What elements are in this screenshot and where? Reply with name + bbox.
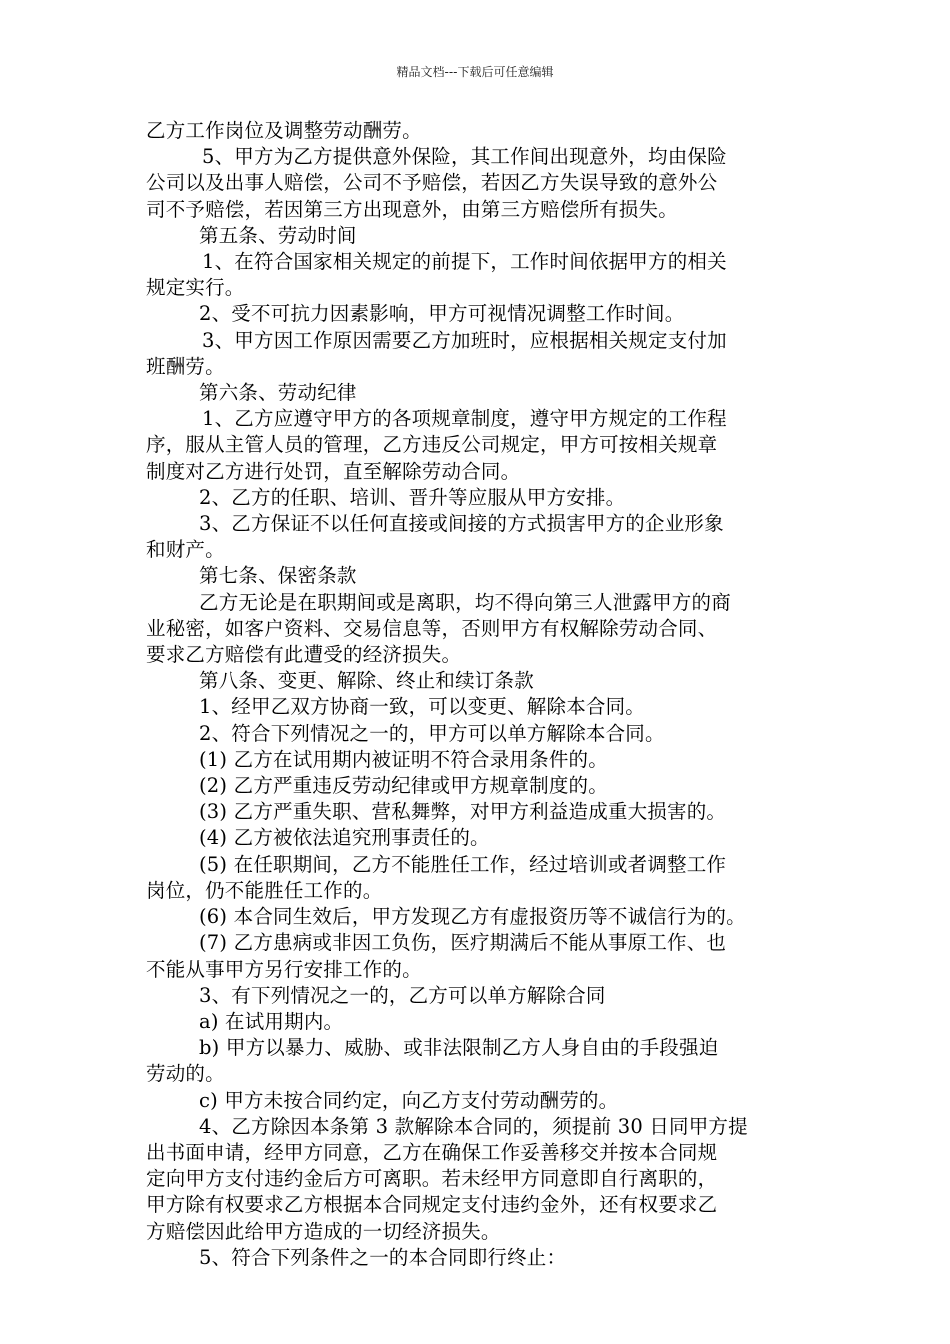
text-line: (5) 在任职期间，乙方不能胜任工作，经过培训或者调整工作 (199, 852, 727, 876)
text-line: (6) 本合同生效后，甲方发现乙方有虚报资历等不诚信行为的。 (199, 905, 746, 929)
text-line: 司不予赔偿，若因第三方出现意外，由第三方赔偿所有损失。 (146, 197, 678, 221)
text-line: 岗位，仍不能胜任工作的。 (146, 878, 383, 902)
text-line: (1) 乙方在试用期内被证明不符合录用条件的。 (199, 747, 608, 771)
text-line: 1、在符合国家相关规定的前提下，工作时间依据甲方的相关 (202, 250, 727, 274)
text-line: c) 甲方未按合同约定，向乙方支付劳动酬劳的。 (199, 1088, 619, 1112)
document-body (146, 118, 812, 1271)
text-line: 乙方工作岗位及调整劳动酬劳。 (146, 119, 422, 142)
text-line: 第六条、劳动纪律 (199, 381, 357, 405)
text-line: (3) 乙方严重失职、营私舞弊，对甲方利益造成重大损害的。 (199, 800, 727, 824)
text-line: b) 甲方以暴力、威胁、或非法限制乙方人身自由的手段强迫 (199, 1036, 719, 1060)
text-line: 3、乙方保证不以任何直接或间接的方式损害甲方的企业形象 (199, 512, 724, 536)
text-line: 1、乙方应遵守甲方的各项规章制度，遵守甲方规定的工作程 (202, 407, 727, 431)
text-line: 劳动的。 (146, 1062, 225, 1086)
text-line: 要求乙方赔偿有此遭受的经济损失。 (146, 643, 462, 667)
text-line: 出书面申请，经甲方同意，乙方在确保工作妥善移交并按本合同规 (146, 1140, 718, 1164)
text-line: 4、乙方除因本条第 3 款解除本合同的，须提前 30 日同甲方提 (199, 1114, 748, 1138)
text-line: 定向甲方支付违约金后方可离职。若未经甲方同意即自行离职的， (146, 1167, 718, 1191)
text-line: 3、有下列情况之一的，乙方可以单方解除合同 (199, 983, 606, 1007)
text-line: 乙方无论是在职期间或是离职，均不得向第三人泄露甲方的商 (199, 590, 731, 614)
text-line: 2、受不可抗力因素影响，甲方可视情况调整工作时间。 (199, 302, 685, 326)
text-line: (7) 乙方患病或非因工负伤，医疗期满后不能从事原工作、也 (199, 931, 727, 955)
text-line: 第八条、变更、解除、终止和续订条款 (199, 669, 534, 693)
text-line: 第七条、保密条款 (199, 564, 357, 588)
text-line: 2、符合下列情况之一的，甲方可以单方解除本合同。 (199, 721, 665, 745)
text-line: (2) 乙方严重违反劳动纪律或甲方规章制度的。 (199, 774, 608, 798)
text-line: 和财产。 (146, 538, 225, 562)
text-line: 公司以及出事人赔偿，公司不予赔偿，若因乙方失误导致的意外公 (146, 171, 718, 195)
text-line: 3、甲方因工作原因需要乙方加班时，应根据相关规定支付加 (202, 328, 727, 352)
text-line: (4) 乙方被依法追究刑事责任的。 (199, 826, 490, 850)
text-line: 1、经甲乙双方协商一致，可以变更、解除本合同。 (199, 695, 646, 719)
text-line: 5、甲方为乙方提供意外保险，其工作间出现意外，均由保险 (202, 145, 727, 169)
text-line: 第五条、劳动时间 (199, 223, 357, 247)
text-line: 序，服从主管人员的管理，乙方违反公司规定，甲方可按相关规章 (146, 433, 718, 457)
text-line: a) 在试用期内。 (199, 1009, 344, 1033)
text-line: 甲方除有权要求乙方根据本合同规定支付违约金外，还有权要求乙 (146, 1193, 718, 1217)
text-line: 2、乙方的任职、培训、晋升等应服从甲方安排。 (199, 485, 626, 509)
text-line: 5、符合下列条件之一的本合同即行终止： (199, 1245, 567, 1269)
text-line: 规定实行。 (146, 276, 245, 300)
text-line: 不能从事甲方另行安排工作的。 (146, 957, 422, 981)
text-line: 方赔偿因此给甲方造成的一切经济损失。 (146, 1219, 501, 1243)
text-line: 制度对乙方进行处罚，直至解除劳动合同。 (146, 459, 521, 483)
text-line: 业秘密，如客户资料、交易信息等，否则甲方有权解除劳动合同、 (146, 616, 718, 640)
page-header: 精品文档---下载后可任意编辑 (396, 65, 554, 79)
text-line: 班酬劳。 (146, 354, 225, 378)
